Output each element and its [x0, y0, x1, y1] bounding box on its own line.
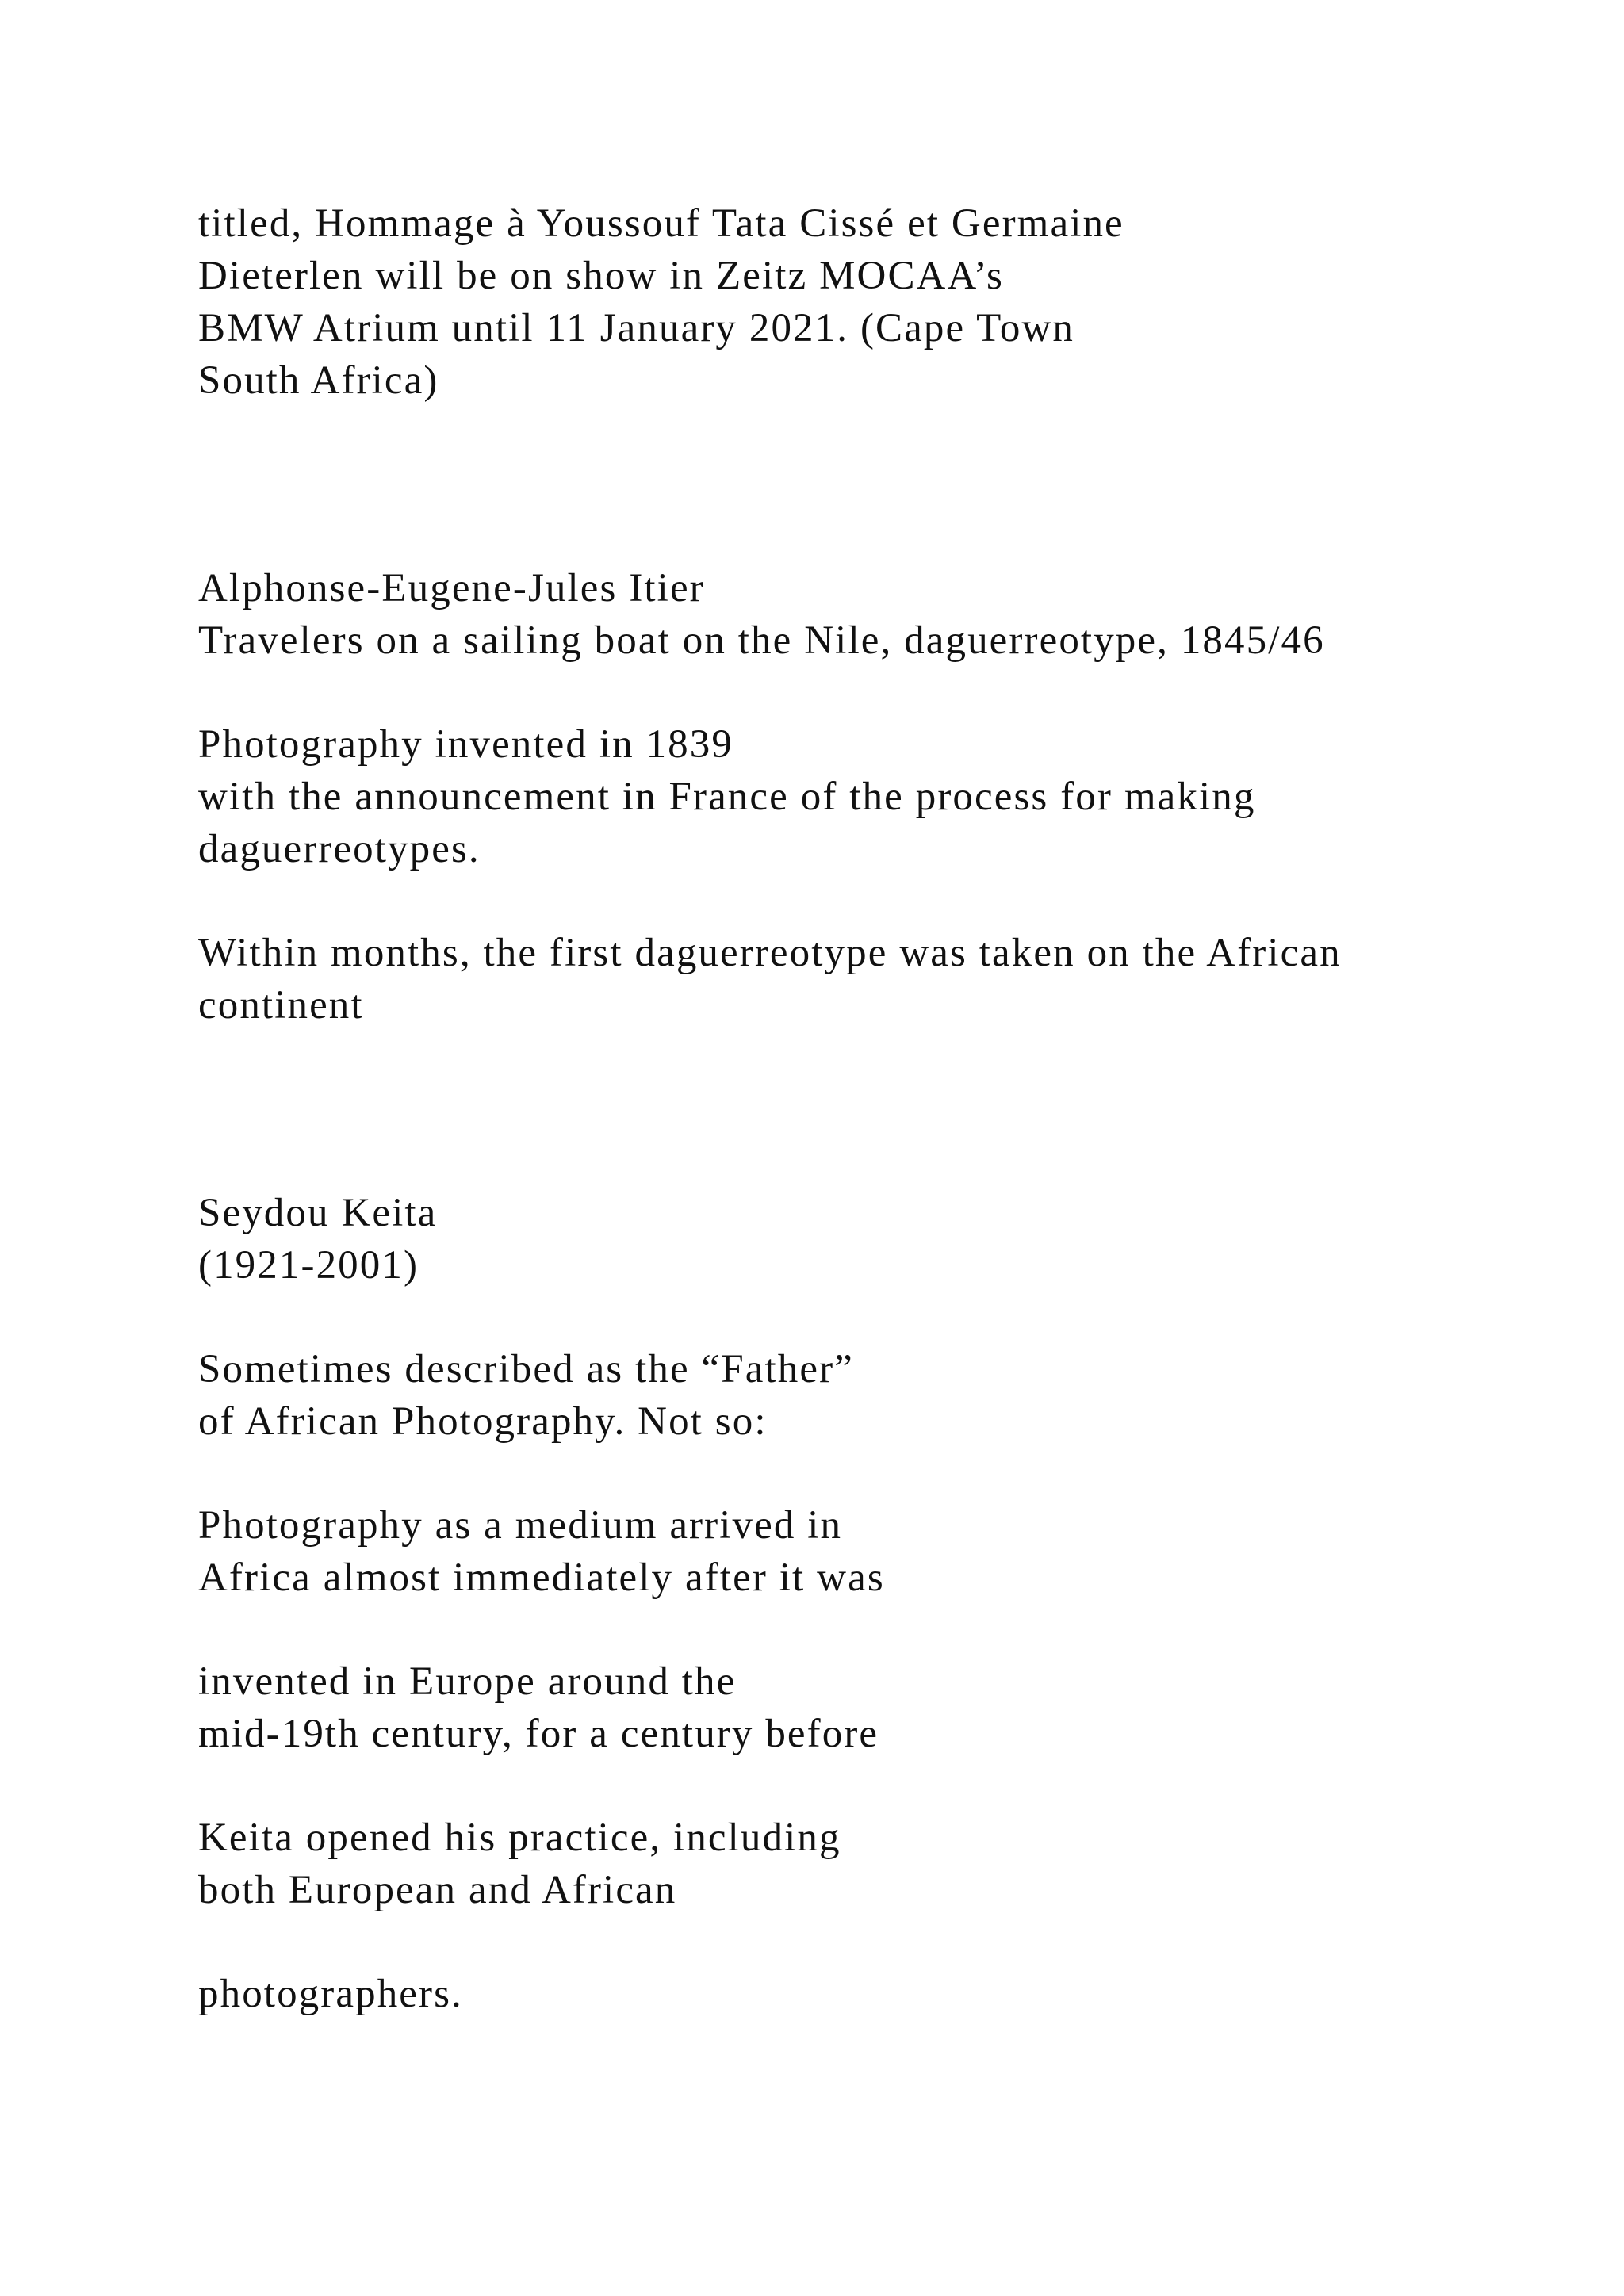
- text-line: Photography as a medium arrived in: [198, 1503, 843, 1548]
- text-line: continent: [198, 983, 364, 1027]
- text-line: Keita opened his practice, including: [198, 1816, 841, 1860]
- text-line: (1921-2001): [198, 1243, 419, 1288]
- text-line: mid-19th century, for a century before: [198, 1712, 879, 1756]
- text-line: Africa almost immediately after it was: [198, 1556, 885, 1600]
- text-line: photographers.: [198, 1972, 463, 2016]
- text-line: of African Photography. Not so:: [198, 1399, 768, 1444]
- text-line: BMW Atrium until 11 January 2021. (Cape Town: [198, 306, 1074, 350]
- text-line: Sometimes described as the “Father”: [198, 1347, 854, 1391]
- text-line: daguerreotypes.: [198, 827, 481, 871]
- text-line: Alphonse-Eugene-Jules Itier: [198, 566, 705, 610]
- text-line: Within months, the first daguerreotype was taken on the African: [198, 931, 1342, 975]
- text-line: invented in Europe around the: [198, 1659, 737, 1704]
- text-line: Seydou Keita: [198, 1191, 438, 1235]
- text-line: with the announcement in France of the process for making: [198, 775, 1256, 819]
- text-line: South Africa): [198, 358, 439, 403]
- text-line: Dieterlen will be on show in Zeitz MOCAA’s: [198, 254, 1004, 298]
- text-line: both European and African: [198, 1868, 677, 1912]
- text-line: titled, Hommage à Youssouf Tata Cissé et Germaine: [198, 201, 1124, 246]
- text-line: Travelers on a sailing boat on the Nile, daguerreotype, 1845/46: [198, 618, 1325, 663]
- text-line: Photography invented in 1839: [198, 722, 733, 767]
